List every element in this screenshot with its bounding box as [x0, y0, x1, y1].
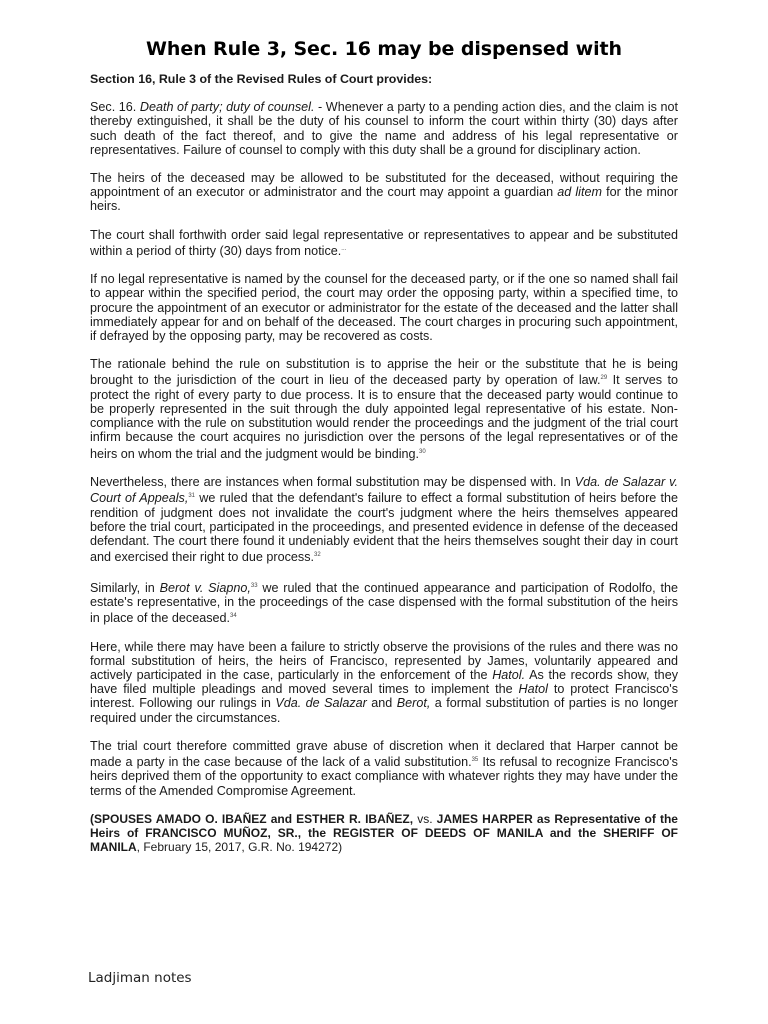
paragraph-rationale: The rationale behind the rule on substitution is to apprise the heir or the substitute that he is being brought to the jurisdiction of the court in lieu of the deceased party by operation of law.$^{29}$ It serves to protect the right of every party to due process. It is to ensure that the deceased party would continue to be properly represented in the suit through the duly appointed legal representative of his estate. Non-compliance with the rule on substitution would render the proceedings and the judgment of the trial court infirm because the court acquires no jurisdiction over the persons of the legal representatives or of the heirs on whom the trial and the judgment would be binding.$^{30}$: [90, 357, 679, 461]
footnote-marker[interactable]: 35: [471, 757, 479, 764]
footnote-marker[interactable]: 29: [600, 375, 608, 382]
section-subheading: Section 16, Rule 3 of the Revised Rules of Court provides:: [90, 72, 433, 86]
paragraph-sec16: Sec. 16. Death of party; duty of counsel. - Whenever a party to a pending action dies, and the claim is not thereby extinguished, it shall be the duty of his counsel to inform the court within thirty (30) days after such death of the fact thereof, and to give the name and address of his legal representative or representatives. Failure of counsel to comply with this duty shall be a ground for disciplinary action.: [90, 100, 678, 157]
paragraph-berot: Similarly, in Berot v. Siapno,$^{33}$ we ruled that the continued appearance and participation of Rodolfo, the estate's representative, in the proceedings of the case dispensed with the formal substitution of the heirs in place of the deceased.$^{34}$: [90, 580, 678, 626]
footnote-marker[interactable]: 30: [419, 448, 426, 455]
footer-note: Ladjiman notes: [88, 970, 192, 986]
footnote-marker[interactable]: 32: [314, 552, 321, 559]
paragraph-no-representative: If no legal representative is named by the counsel for the deceased party, or if the one so named shall fail to appear within the specified period, the court may order the opposing party, within a specified time, to procure the appointment of an executor or administrator for the estate of the deceased and the latter shall immediately appear for and on behalf of the deceased. The court charges in procuring such appointment, if defrayed by the opposing party, may be recovered as costs.: [90, 272, 678, 344]
paragraph-here: Here, while there may have been a failure to strictly observe the provisions of the rules and there was no formal substitution of heirs, the heirs of Francisco, represented by James, voluntarily appeared and actively participated in the case, particularly in the enforcement of the Hatol. As the records show, they have filed multiple pleadings and moved several times to implement the Hatol to protect Francisco's interest. Following our rulings in Vda. de Salazar and Berot, a formal substitution of parties is no longer required under the circumstances.: [90, 639, 679, 725]
paragraph-heirs: The heirs of the deceased may be allowed to be substituted for the deceased, without requiring the appointment of an executor or administrator and the court may appoint a guardian ad litem for the minor heirs.: [90, 171, 678, 214]
document-body: [90, 72, 678, 854]
footnote-marker[interactable]: 31: [188, 493, 196, 500]
footnote-marker[interactable]: ...: [341, 245, 347, 252]
page-title: When Rule 3, Sec. 16 may be dispensed with: [146, 38, 622, 60]
footnote-marker[interactable]: 33: [250, 582, 258, 589]
paragraph-trial-court: The trial court therefore committed grave abuse of discretion when it declared that Harper cannot be made a party in the case because of the lack of a valid substitution.$^{35}$ Its refusal to recognize Francisco's heirs deprived them of the opportunity to exact compliance with whatever rights they may have under the terms of the Amended Compromise Agreement.: [90, 738, 678, 798]
paragraph-salazar: Nevertheless, there are instances when formal substitution may be dispensed with. In Vda. de Salazar v. Court of Appeals,$^{31}$ we ruled that the defendant's failure to effect a formal substitution of heirs before the rendition of judgment does not invalidate the court's judgment where the heirs themselves appeared before the trial court, participated in the proceedings, and presented evidence in defense of the deceased defendant. The court there found it undeniably evident that the heirs themselves sought their day in court and exercised their right to due process.$^{32}$: [90, 475, 679, 565]
paragraph-court-order: The court shall forthwith order said legal representative or representatives to appear and be substituted within a period of thirty (30) days from notice....: [90, 227, 678, 259]
case-citation: (SPOUSES AMADO O. IBAÑEZ and ESTHER R. IBAÑEZ, vs. JAMES HARPER as Representative of the Heirs of FRANCISCO MUÑOZ, SR., the REGISTER OF DEEDS OF MANILA and the SHERIFF OF MANILA, February 15, 2017, G.R. No. 194272): [90, 811, 678, 855]
footnote-marker[interactable]: 34: [230, 613, 237, 620]
